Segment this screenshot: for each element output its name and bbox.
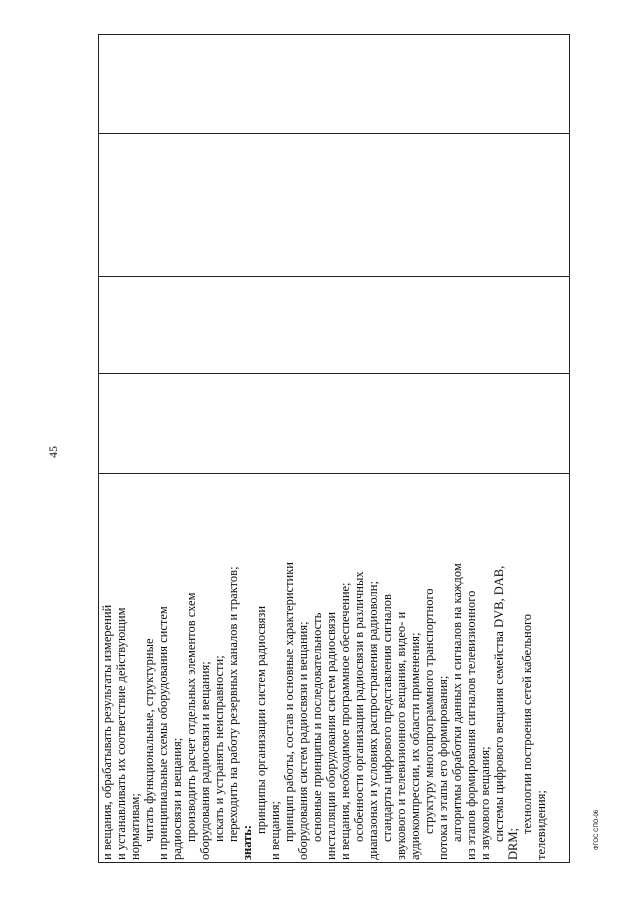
text-line: и устанавливать их соответствие действующим [114, 607, 128, 860]
row-divider [98, 473, 570, 474]
text-line: из этапов формирования сигналов телевизионного [464, 590, 478, 860]
text-line: системы цифрового вещания семейства DVB, DAB, [492, 565, 506, 842]
text-line: DRM; [506, 828, 520, 860]
text-line: и вещания, обрабатывать результаты измерений [100, 604, 114, 860]
text-line: читать функциональные, структурные [142, 638, 156, 842]
text-line: стандарты цифрового представления сигналов [380, 594, 394, 842]
text-line: искать и устранять неисправности; [212, 655, 226, 842]
text-line: аудиокомпрессии, их области применения; [408, 632, 422, 860]
row-divider [98, 133, 570, 134]
text-line: и вещания, необходимое программное обеспечение; [338, 582, 352, 860]
text-line: алгоритмы обработки данных и сигналов на каждом [450, 563, 464, 842]
text-line: технологии построения сетей кабельного [520, 613, 534, 834]
text-line: оборудования систем радиосвязи и вещания; [296, 621, 310, 860]
text-line: нормативам; [128, 793, 142, 860]
text-line: основные принципы и последовательность [310, 612, 324, 842]
text-line: знать: [240, 824, 254, 860]
text-line: структуру многопрограммного транспортного [422, 588, 436, 834]
row-divider [98, 276, 570, 277]
text-line: принципы организации систем радиосвязи [254, 605, 268, 834]
footer-code: ФГОС СПО-06 [594, 809, 600, 850]
text-line: и звукового вещания; [478, 746, 492, 860]
text-line: оборудования радиосвязи и вещания; [198, 661, 212, 860]
text-line: производить расчет отдельных элементов схем [184, 592, 198, 842]
text-line: инсталляции оборудования систем радиосвязи [324, 611, 338, 860]
page-number: 45 [46, 446, 60, 458]
text-line: радиосвязи и вещания; [170, 737, 184, 860]
text-line: и вещания; [268, 801, 282, 860]
text-line: принцип работы, состав и основные характеристики [282, 562, 296, 842]
text-line: диапазонах и условиях распространения радиоволн; [366, 581, 380, 860]
competence-text-cell [98, 488, 548, 862]
row-divider [98, 373, 570, 374]
text-line: особенности организации радиосвязи в различных [352, 571, 366, 842]
text-line: телевидения; [534, 790, 548, 860]
text-line: звукового и телевизионного вещания, видео- и [394, 611, 408, 860]
text-line: переходить на работу резервных каналов и трактов; [226, 566, 240, 842]
text-line: и принципиальные схемы оборудования систем [156, 606, 170, 860]
text-line: потока и этапы его формирования; [436, 675, 450, 860]
